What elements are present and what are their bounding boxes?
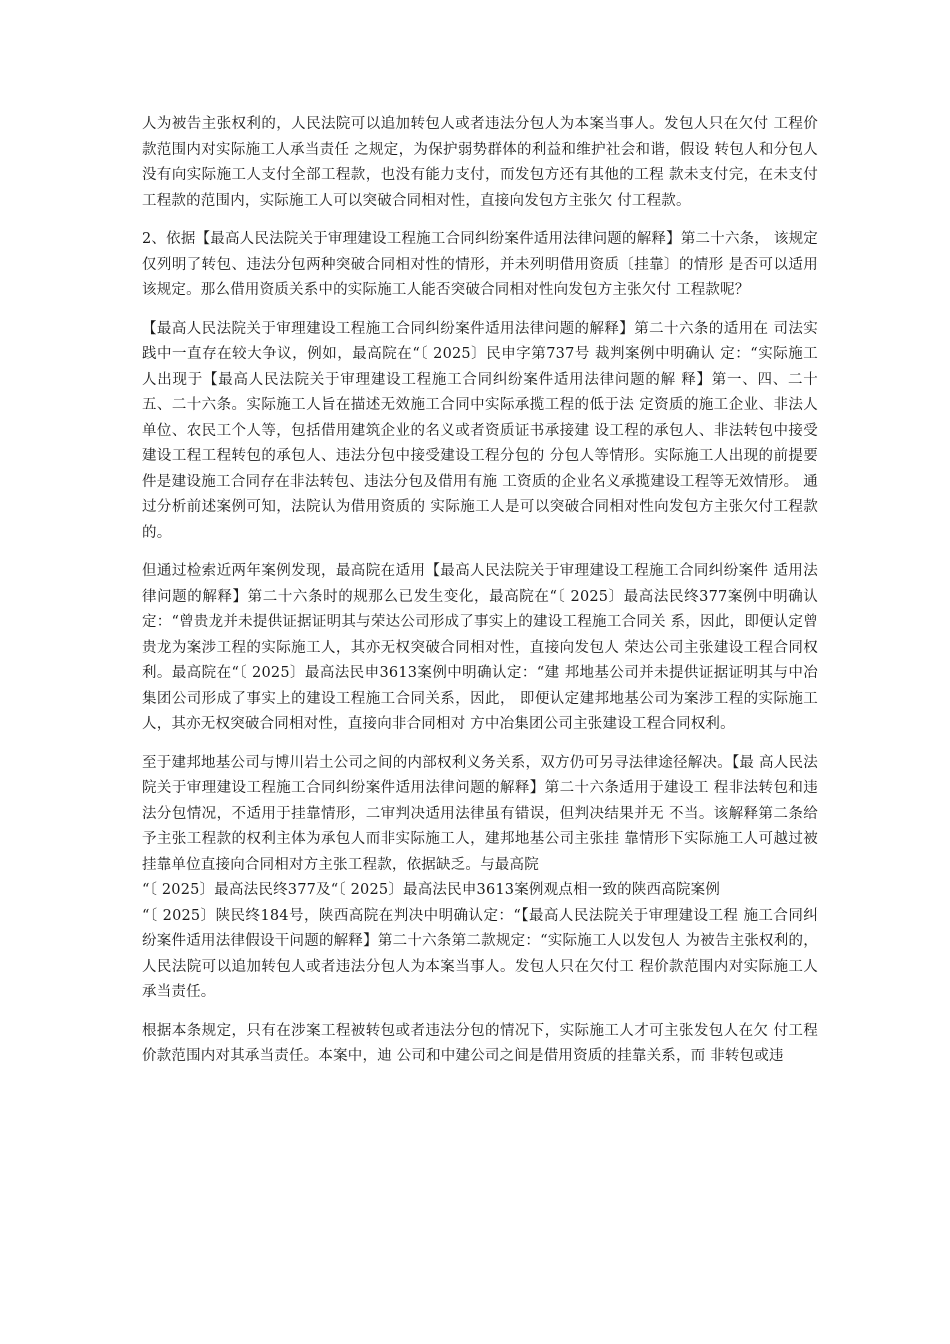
- paragraph-7: 根据本条规定，只有在涉案工程被转包或者违法分包的情况下，实际施工人才可主张发包人在欠 付工程价款范围内对其承当责任。本案中，迪 公司和中建公司之间是借用资质的挂靠关系，而 非转包或违: [142, 1022, 818, 1064]
- paragraph-5: 至于建邦地基公司与博川岩土公司之间的内部权利义务关系，双方仍可另寻法律途径解决。【最 高人民法院关于审理建设工程施工合同纠纷案件适用法律问题的解释】第二十六条适用于建设工 程非法转包和违法分包情况，不适用于挂靠情形，二审判决适用法律虽有错误，但判决结果并无 不当。该解释第二条给予主张工程款的权利主体为承包人而非实际施工人，建邦地基公司主张挂 靠情形下实际施工人可越过被挂靠单位直接向合同相对方主张工程款，依据缺乏。与最高院: [142, 754, 818, 873]
- paragraph-6: “〔 2025〕陕民终184号，陕西高院在判决中明确认定：“【最高人民法院关于审理建设工程 施工合同纠纷案件适用法律假设干问题的解释】第二十六条第二款规定：“实际施工人以发包人 为被告主张权利的，人民法院可以追加转包人或者违法分包人为本案当事人。发包人只在欠付工 程价款范围内对实际施工人承当责任。: [142, 907, 818, 1000]
- document-body: [142, 112, 818, 1083]
- case-reference-line: “〔 2025〕最高法民终377及“〔 2025〕最高法民申3613案例观点相一致的陕西高院案例: [142, 882, 721, 898]
- paragraph-4: 但通过检索近两年案例发现，最高院在适用【最高人民法院关于审理建设工程施工合同纠纷案件 适用法律问题的解释】第二十六条时的规那么已发生变化，最高院在“〔 2025〕最高法民终377案例中明确认定：“曾贵龙并未提供证据证明其与荣达公司形成了事实上的建设工程施工合同关 系，因此，即便认定曾贵龙为案涉工程的实际施工人，其亦无权突破合同相对性，直接向发包人 荣达公司主张建设工程合同权利。最高院在“〔 2025〕最高法民申3613案例中明确认定：“建 邦地基公司并未提供证据证明其与中冶集团公司形成了事实上的建设工程施工合同关系，因此， 即便认定建邦地基公司为案涉工程的实际施工人，其亦无权突破合同相对性，直接向非合同相对 方中冶集团公司主张建设工程合同权利。: [142, 563, 818, 732]
- paragraph-2: 2、依据【最高人民法院关于审理建设工程施工合同纠纷案件适用法律问题的解释】第二十六条， 该规定仅列明了转包、违法分包两种突破合同相对性的情形，并未列明借用资质〔挂靠〕的情形 是否可以适用该规定。那么借用资质关系中的实际施工人能否突破合同相对性向发包方主张欠付 工程款呢？: [142, 231, 818, 298]
- paragraph-1: 人为被告主张权利的，人民法院可以追加转包人或者违法分包人为本案当事人。发包人只在欠付 工程价款范围内对实际施工人承当责任 之规定，为保护弱势群体的利益和维护社会和谐，假设 转包人和分包人没有向实际施工人支付全部工程款，也没有能力支付，而发包方还有其他的工程 款未支付完，在未支付工程款的范围内，实际施工人可以突破合同相对性，直接向发包方主张欠 付工程款。: [142, 116, 818, 209]
- paragraph-3: 【最高人民法院关于审理建设工程施工合同纠纷案件适用法律问题的解释】第二十六条的适用在 司法实践中一直存在较大争议，例如，最高院在“〔 2025〕民申字第737号 裁判案例中明确认 定：“实际施工人出现于【最高人民法院关于审理建设工程施工合同纠纷案件适用法律问题的解 释】第一、四、二十五、二十六条。实际施工人旨在描述无效施工合同中实际承揽工程的低于法 定资质的施工企业、非法人单位、农民工个人等，包括借用建筑企业的名义或者资质证书承接建 设工程的承包人、非法转包中接受建设工程工程转包的承包人、违法分包中接受建设工程分包的 分包人等情形。实际施工人出现的前提要件是建设施工合同存在非法转包、违法分包及借用有施 工资质的企业名义承揽建设工程等无效情形。 通过分析前述案例可知，法院认为借用资质的 实际施工人是可以突破合同相对性向发包方主张欠付工程款的。: [142, 320, 818, 541]
